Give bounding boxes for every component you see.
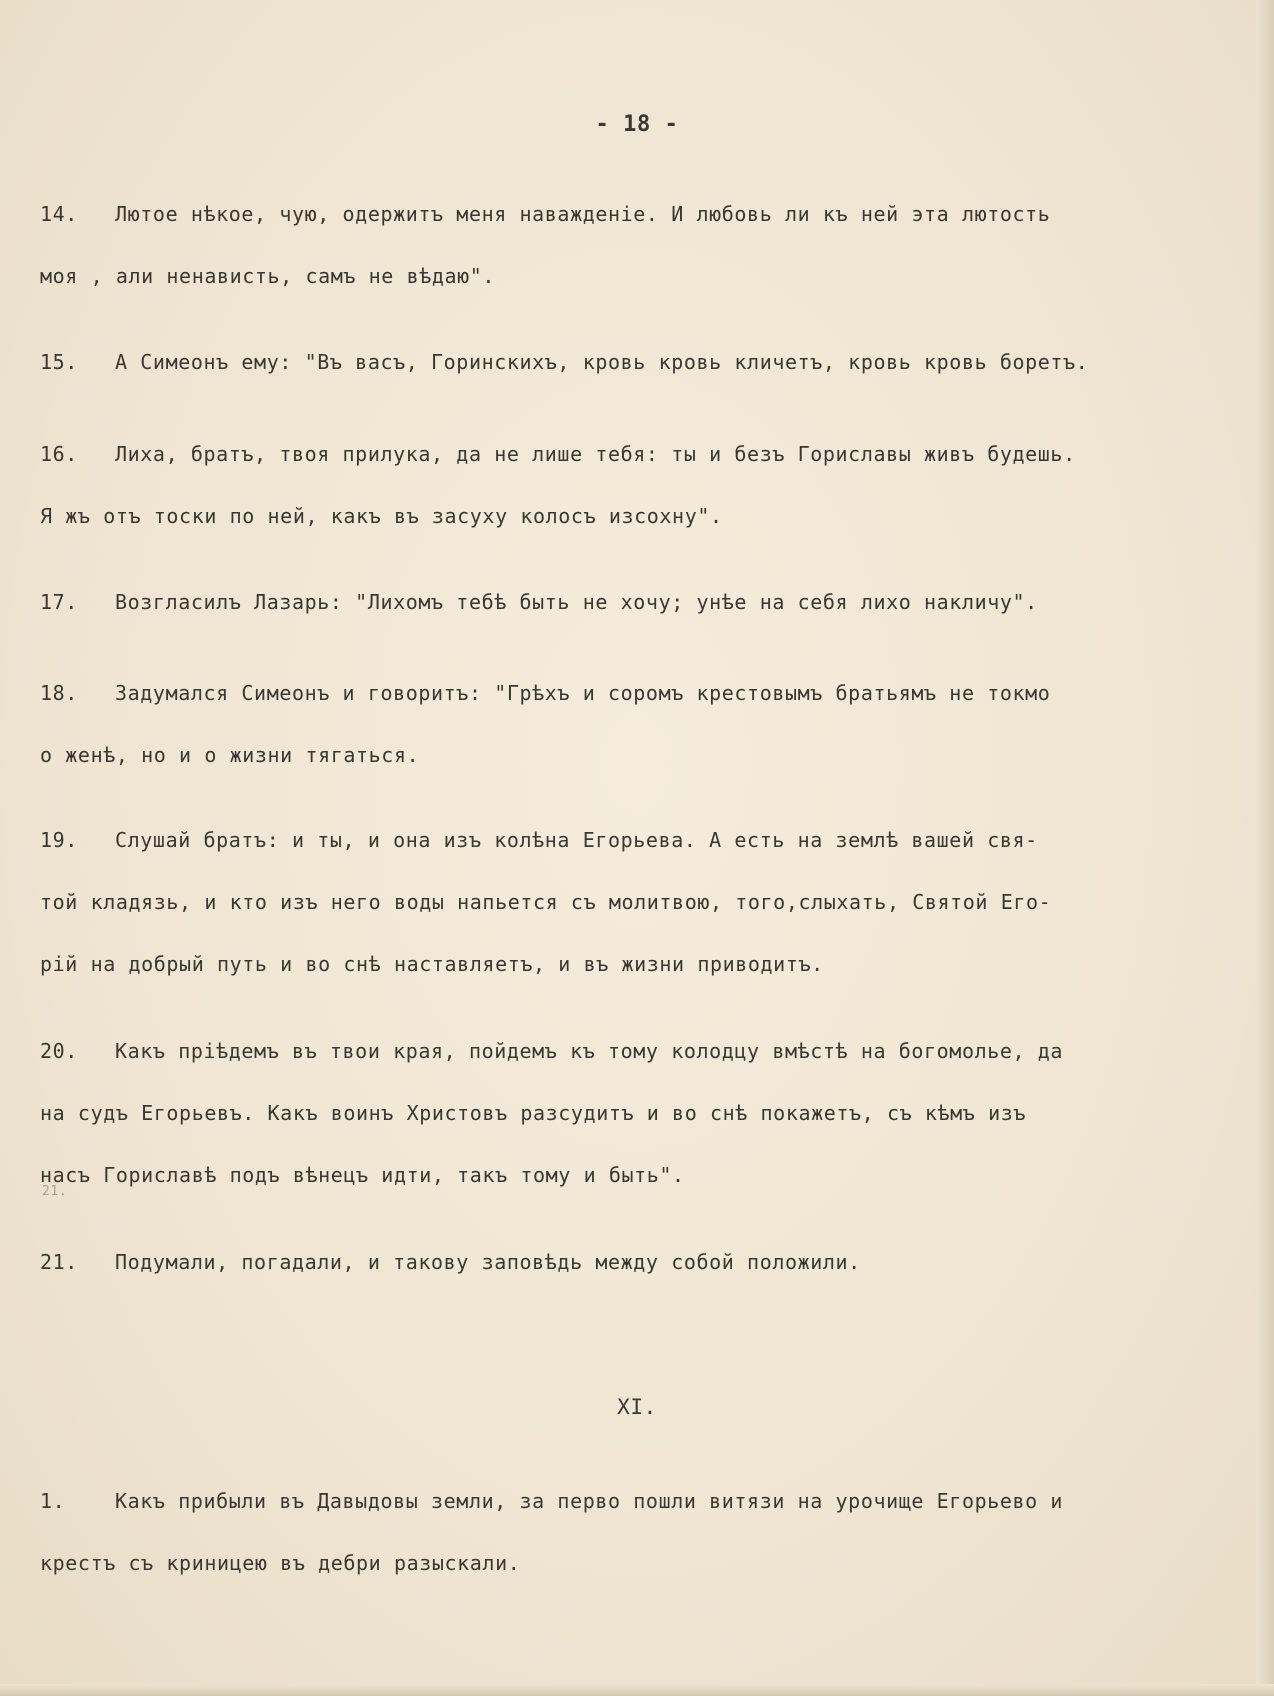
verse-text: Какъ прибыли въ Давыдовы земли, за первo пошли витязи на урочище Егорьево и [115, 1489, 1064, 1513]
verse-text: на судъ Егорьевъ. Какъ воинъ Христовъ разсудитъ и во снѣ покажетъ, съ кѣмъ изъ [40, 1101, 1026, 1125]
verse-text: Какъ пріѣдемъ въ твои края, пойдемъ къ тому колодцу вмѣстѣ на богомолье, да [115, 1039, 1064, 1063]
verse-line [40, 423, 1250, 485]
section-xi-verse-1 [40, 1470, 1250, 1594]
verse-text: насъ Гориславѣ подъ вѣнецъ идти, такъ тому и быть". [40, 1163, 685, 1187]
verse-text: той кладязь, и кто изъ него воды напьется съ молитвою, того,слыхать, Святой Его- [40, 890, 1052, 914]
page-number: - 18 - [595, 112, 679, 137]
verse-line [40, 809, 1250, 871]
verse-21 [40, 1231, 1250, 1293]
verse-number: 1. [40, 1489, 66, 1513]
verse-number: 14. [40, 202, 78, 226]
verse-line [40, 1532, 1250, 1594]
verse-number: 15. [40, 350, 78, 374]
verse-text: моя , али ненависть, самъ не вѣдаю". [40, 264, 496, 288]
verse-line [40, 245, 1250, 307]
verse-text: Возгласилъ Лазарь: "Лихомъ тебѣ быть не хочу; унѣе на себя лихо накличу". [115, 590, 1038, 614]
verse-text: рій на добрый путь и во снѣ наставляетъ, и въ жизни приводитъ. [40, 952, 824, 976]
verse-text: о женѣ, но и о жизни тягаться. [40, 743, 420, 767]
verse-line [40, 1144, 1250, 1206]
section-heading: XI. [617, 1395, 657, 1419]
verse-number: 16. [40, 442, 78, 466]
paper-bottom-shadow [0, 1684, 1274, 1696]
verse-16 [40, 423, 1250, 547]
verse-15 [40, 331, 1250, 393]
faint-stray-mark: 21. [42, 1184, 68, 1199]
verse-17 [40, 571, 1250, 633]
verse-text: крестъ съ криницею въ дебри разыскали. [40, 1551, 521, 1575]
verse-18 [40, 662, 1250, 786]
verse-number: 17. [40, 590, 78, 614]
verse-line [40, 1231, 1250, 1293]
verse-line [40, 571, 1250, 633]
verse-line [40, 871, 1250, 933]
verse-text: Лиха, братъ, твоя прилука, да не лише тебя: ты и безъ Гориславы живъ будешь. [115, 442, 1076, 466]
verse-line [40, 724, 1250, 786]
verse-line [40, 485, 1250, 547]
verse-line [40, 1470, 1250, 1532]
verse-number: 21. [40, 1250, 78, 1274]
verse-19 [40, 809, 1250, 995]
verse-text: А Симеонъ ему: "Въ васъ, Горинскихъ, кровь кровь кличетъ, кровь кровь боретъ. [115, 350, 1089, 374]
verse-number: 20. [40, 1039, 78, 1063]
verse-line [40, 1020, 1250, 1082]
verse-14 [40, 183, 1250, 307]
verse-text: Лютое нѣкое, чую, одержитъ меня наважденіе. И любовь ли къ ней эта лютость [115, 202, 1051, 226]
verse-text: Задумался Симеонъ и говоритъ: "Грѣхъ и соромъ крестовымъ братьямъ не токмо [115, 681, 1051, 705]
verse-line [40, 331, 1250, 393]
verse-line [40, 933, 1250, 995]
verse-number: 19. [40, 828, 78, 852]
verse-line [40, 662, 1250, 724]
verse-20 [40, 1020, 1250, 1206]
verse-text: Я жъ отъ тоски по ней, какъ въ засуху колосъ изсохну". [40, 504, 723, 528]
verse-text: Слушай братъ: и ты, и она изъ колѣна Егорьева. А есть на землѣ вашей свя- [115, 828, 1038, 852]
verse-text: Подумали, погадали, и такову заповѣдь между собой положили. [115, 1250, 861, 1274]
verse-line [40, 183, 1250, 245]
verse-line [40, 1082, 1250, 1144]
verse-number: 18. [40, 681, 78, 705]
paper-edge-shadow [1256, 0, 1274, 1696]
